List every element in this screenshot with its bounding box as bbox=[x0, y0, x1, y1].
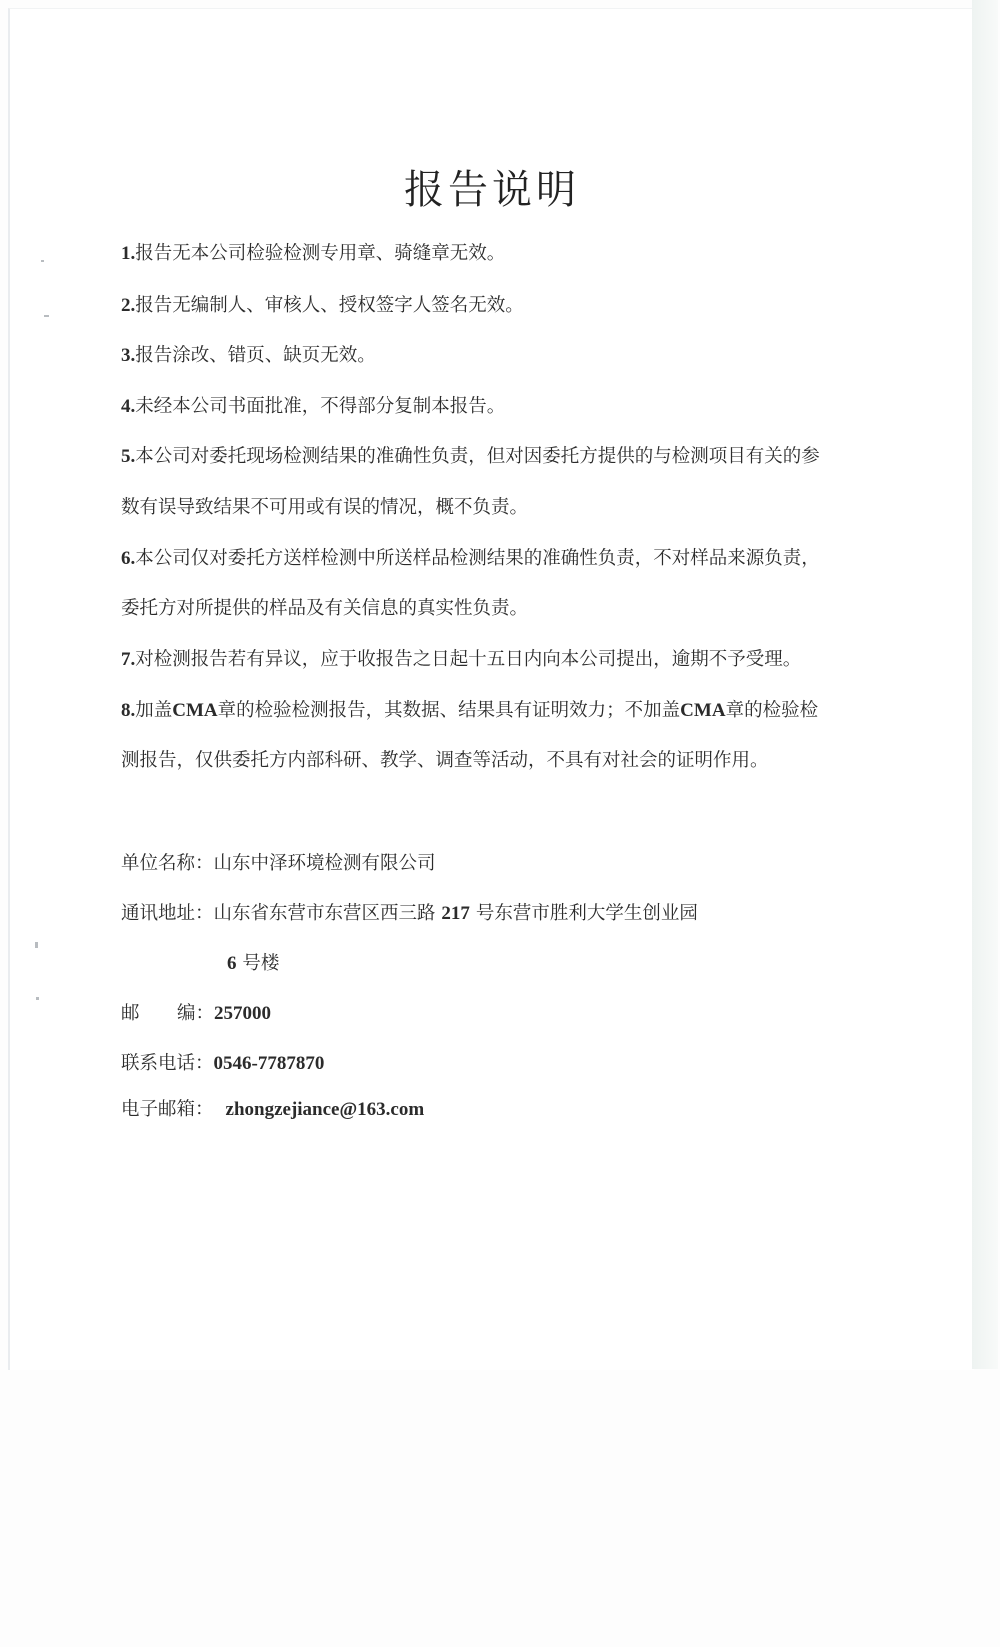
item-number: 8. bbox=[121, 700, 136, 721]
item-text: 测报告，仅供委托方内部科研、教学、调查等活动，不具有对社会的证明作用。 bbox=[121, 750, 769, 771]
item-text: 委托方对所提供的样品及有关信息的真实性负责。 bbox=[121, 598, 529, 619]
phone-label: 联系电话： bbox=[121, 1053, 214, 1074]
address-label: 通讯地址： bbox=[121, 903, 214, 924]
notice-item-3 bbox=[121, 342, 376, 370]
scan-speck bbox=[44, 315, 49, 317]
notice-item-6 bbox=[121, 545, 820, 573]
item-number: 2. bbox=[121, 295, 136, 316]
notice-item-6-continued bbox=[121, 595, 528, 623]
item-text: 报告无本公司检验检测专用章、骑缝章无效。 bbox=[135, 243, 506, 264]
scan-speck bbox=[36, 997, 39, 1000]
notice-item-5-continued bbox=[121, 494, 528, 522]
address-part2: 号东营市胜利大学生创业园 bbox=[475, 903, 698, 924]
email-value: zhongzejiance@163.com bbox=[225, 1099, 425, 1120]
notice-item-4 bbox=[121, 393, 505, 421]
cma-mark: CMA bbox=[680, 700, 726, 721]
notice-item-8 bbox=[121, 697, 818, 725]
notice-item-8-continued bbox=[121, 747, 769, 775]
contact-address-line2 bbox=[227, 950, 279, 978]
item-text: 对检测报告若有异议，应于收报告之日起十五日内向本公司提出，逾期不予受理。 bbox=[135, 649, 802, 670]
address-number: 217 bbox=[441, 903, 470, 924]
address-part1: 山东省东营市东营区西三路 bbox=[213, 903, 436, 924]
notice-item-2 bbox=[121, 292, 524, 320]
contact-email bbox=[121, 1096, 424, 1124]
item-text: 加盖 bbox=[135, 700, 173, 721]
unit-label: 单位名称： bbox=[121, 853, 214, 874]
item-number: 4. bbox=[121, 396, 136, 417]
notice-item-1 bbox=[121, 240, 505, 268]
item-number: 3. bbox=[121, 345, 136, 366]
notice-item-7 bbox=[121, 646, 801, 674]
cma-mark: CMA bbox=[172, 700, 218, 721]
postcode-label-b: 编： bbox=[177, 1003, 215, 1024]
page-title: 报告说明 bbox=[404, 167, 580, 213]
item-text: 章的检验检测报告，其数据、结果具有证明效力；不加盖 bbox=[217, 700, 681, 721]
contact-address bbox=[121, 900, 698, 928]
postcode-value: 257000 bbox=[214, 1003, 272, 1024]
contact-phone bbox=[121, 1050, 324, 1078]
item-number: 6. bbox=[121, 548, 136, 569]
postcode-label-a: 邮 bbox=[121, 1003, 140, 1024]
item-text: 报告无编制人、审核人、授权签字人签名无效。 bbox=[135, 295, 524, 316]
item-text: 章的检验检 bbox=[725, 700, 819, 721]
notice-item-5 bbox=[121, 443, 820, 471]
email-label: 电子邮箱： bbox=[121, 1099, 214, 1120]
item-text: 本公司对委托现场检测结果的准确性负责，但对因委托方提供的与检测项目有关的参 bbox=[135, 446, 820, 467]
scan-speck bbox=[35, 942, 38, 948]
contact-unit bbox=[121, 850, 436, 878]
item-text: 未经本公司书面批准，不得部分复制本报告。 bbox=[135, 396, 506, 417]
building-text: 号楼 bbox=[242, 953, 280, 974]
item-number: 7. bbox=[121, 649, 136, 670]
unit-value: 山东中泽环境检测有限公司 bbox=[213, 853, 436, 874]
item-number: 1. bbox=[121, 243, 136, 264]
contact-postcode bbox=[121, 1000, 271, 1028]
scan-speck bbox=[41, 260, 44, 262]
item-text: 数有误导致结果不可用或有误的情况，概不负责。 bbox=[121, 497, 529, 518]
item-text: 本公司仅对委托方送样检测中所送样品检测结果的准确性负责，不对样品来源负责， bbox=[135, 548, 820, 569]
building-number: 6 bbox=[227, 953, 237, 974]
item-number: 5. bbox=[121, 446, 136, 467]
item-text: 报告涂改、错页、缺页无效。 bbox=[135, 345, 376, 366]
phone-value: 0546-7787870 bbox=[213, 1053, 325, 1074]
